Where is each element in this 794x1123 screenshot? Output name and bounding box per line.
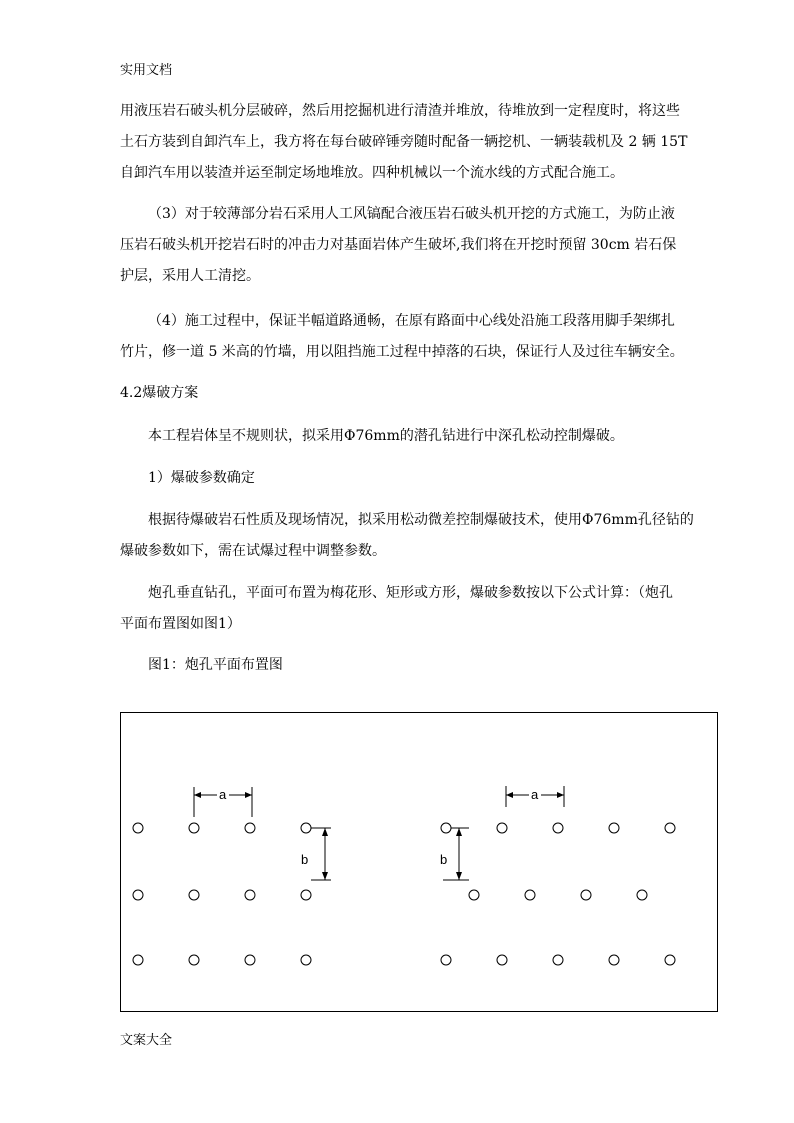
blast-hole	[441, 955, 451, 965]
paragraph-item-3	[120, 199, 680, 292]
text-line: 护层，采用人工清挖。	[120, 268, 260, 284]
blast-hole	[301, 890, 311, 900]
paragraph-item-4	[120, 306, 684, 368]
blast-hole	[609, 823, 619, 833]
blast-hole	[133, 823, 143, 833]
blast-hole	[189, 890, 199, 900]
blast-hole	[497, 823, 507, 833]
blast-hole	[301, 823, 311, 833]
text-line: 爆破参数如下，需在试爆过程中调整参数。	[120, 543, 386, 559]
dimension-label-b: b	[301, 852, 309, 867]
dimension-label-b: b	[440, 852, 448, 867]
blast-hole	[301, 955, 311, 965]
dimension-b-left	[311, 828, 331, 880]
text-line: 根据待爆破岩石性质及现场情况，拟采用松动微差控制爆破技术，使用Φ76mm孔径钻的	[148, 512, 694, 528]
blast-hole	[469, 890, 479, 900]
text-line: （3）对于较薄部分岩石采用人工风镐配合液压岩石破头机开挖的方式施工，为防止液	[148, 206, 675, 222]
blast-hole	[553, 823, 563, 833]
blast-hole	[525, 890, 535, 900]
dimension-label-a: a	[531, 787, 539, 802]
section-title: 4.2爆破方案	[120, 385, 199, 401]
paragraph-excavation	[120, 96, 688, 189]
blast-hole	[245, 890, 255, 900]
text-line: 自卸汽车用以装渣并运至制定场地堆放。四种机械以一个流水线的方式配合施工。	[120, 165, 624, 181]
blast-hole	[497, 955, 507, 965]
subsection-title: 1）爆破参数确定	[148, 470, 255, 486]
blast-hole-layout-figure	[120, 712, 718, 1012]
page-header: 实用文档	[120, 63, 173, 78]
blast-hole	[609, 955, 619, 965]
blast-hole	[245, 823, 255, 833]
blast-hole	[133, 955, 143, 965]
page-footer: 文案大全	[120, 1033, 173, 1048]
paragraph-rock-drilling: 本工程岩体呈不规则状，拟采用Φ76mm的潜孔钻进行中深孔松动控制爆破。	[148, 428, 624, 444]
dimension-label-a: a	[219, 787, 227, 802]
text-line: 炮孔垂直钻孔，平面可布置为梅花形、矩形或方形，爆破参数按以下公式计算：（炮孔	[148, 585, 673, 601]
blast-hole	[133, 890, 143, 900]
text-line: 竹片，修一道 5 米高的竹墙，用以阻挡施工过程中掉落的石块，保证行人及过往车辆安全。	[120, 344, 684, 360]
paragraph-blasting-params	[120, 505, 694, 567]
text-line: 平面布置图如图1）	[120, 616, 241, 632]
blast-hole	[665, 955, 675, 965]
blast-hole	[245, 955, 255, 965]
blast-hole	[441, 823, 451, 833]
blast-hole	[665, 823, 675, 833]
text-line: 土石方装到自卸汽车上，我方将在每台破碎锤旁随时配备一辆挖机、一辆装载机及 2 辆 15T	[120, 134, 688, 150]
blast-hole	[637, 890, 647, 900]
paragraph-hole-layout	[120, 578, 680, 640]
figure-caption: 图1：炮孔平面布置图	[148, 657, 283, 673]
text-line: 压岩石破头机开挖岩石时的冲击力对基面岩体产生破坏,我们将在开挖时预留 30cm 岩石保	[120, 237, 677, 253]
text-line: 用液压岩石破头机分层破碎，然后用挖掘机进行清渣并堆放，待堆放到一定程度时，将这些	[120, 103, 680, 119]
blast-hole	[581, 890, 591, 900]
text-line: （4）施工过程中，保证半幅道路通畅，在原有路面中心线处沿施工段落用脚手架绑扎	[148, 313, 675, 329]
blast-hole	[189, 955, 199, 965]
blast-hole	[189, 823, 199, 833]
blast-hole-layout-diagram	[121, 713, 719, 1013]
blast-hole	[553, 955, 563, 965]
